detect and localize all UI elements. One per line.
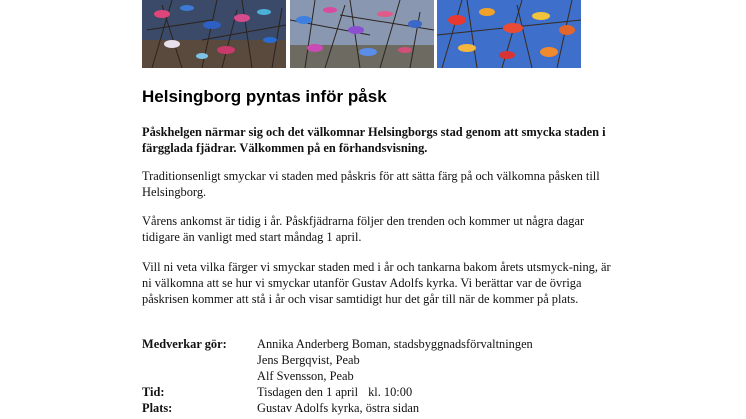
time-clock: kl. 10:00 [368, 385, 413, 399]
participants-row [142, 336, 612, 352]
feathers-photo-3-image [437, 0, 581, 68]
participant-3: Alf Svensson, Peab [257, 369, 354, 383]
article-paragraph-2: Vårens ankomst är tidig i år. Påskfjädrarna följer den trenden och kommer ut några dagar tidigare än vanligt med start måndag 1 april. [142, 214, 585, 244]
time-date: Tisdagen den 1 april [257, 385, 359, 399]
place-row [142, 400, 612, 416]
event-details [142, 336, 612, 416]
article-paragraph-3: Vill ni veta vilka färger vi smyckar staden med i år och tankarna bakom årets utsmyck-ning, är ni välkomna att se hur vi smyckar utanför Gustav Adolfs kyrka. Vi berättar var de övriga påskrisen kommer att stå i år och visar samtidigt hur det går till när de kommer på plats. [142, 260, 611, 306]
feathers-photo-1 [142, 0, 286, 68]
time-row [142, 384, 612, 400]
time-label: Tid: [142, 385, 165, 399]
place-value: Gustav Adolfs kyrka, östra sidan [257, 401, 420, 415]
photo-strip [142, 0, 582, 70]
feathers-photo-1-image [142, 0, 286, 68]
participants-label: Medverkar gör: [142, 337, 227, 351]
participant-2: Jens Bergqvist, Peab [257, 353, 360, 367]
article-lead: Påskhelgen närmar sig och det välkomnar Helsingborgs stad genom att smycka staden i färgglada fjädrar. Välkommen på en förhandsvisning. [142, 125, 606, 155]
participants-row-3 [142, 368, 612, 384]
feathers-photo-2 [290, 0, 434, 68]
article-paragraph-1: Traditionsenligt smyckar vi staden med påskris för att sätta färg på och välkomna påsken till Helsingborg. [142, 169, 600, 199]
feathers-photo-3 [437, 0, 581, 68]
place-label: Plats: [142, 401, 173, 415]
article-title: Helsingborg pyntas inför påsk [142, 87, 387, 106]
participants-row-2 [142, 352, 612, 368]
time-value [257, 384, 412, 400]
feathers-photo-2-image [290, 0, 434, 68]
participant-1: Annika Anderberg Boman, stadsbyggnadsförvaltningen [257, 337, 533, 351]
